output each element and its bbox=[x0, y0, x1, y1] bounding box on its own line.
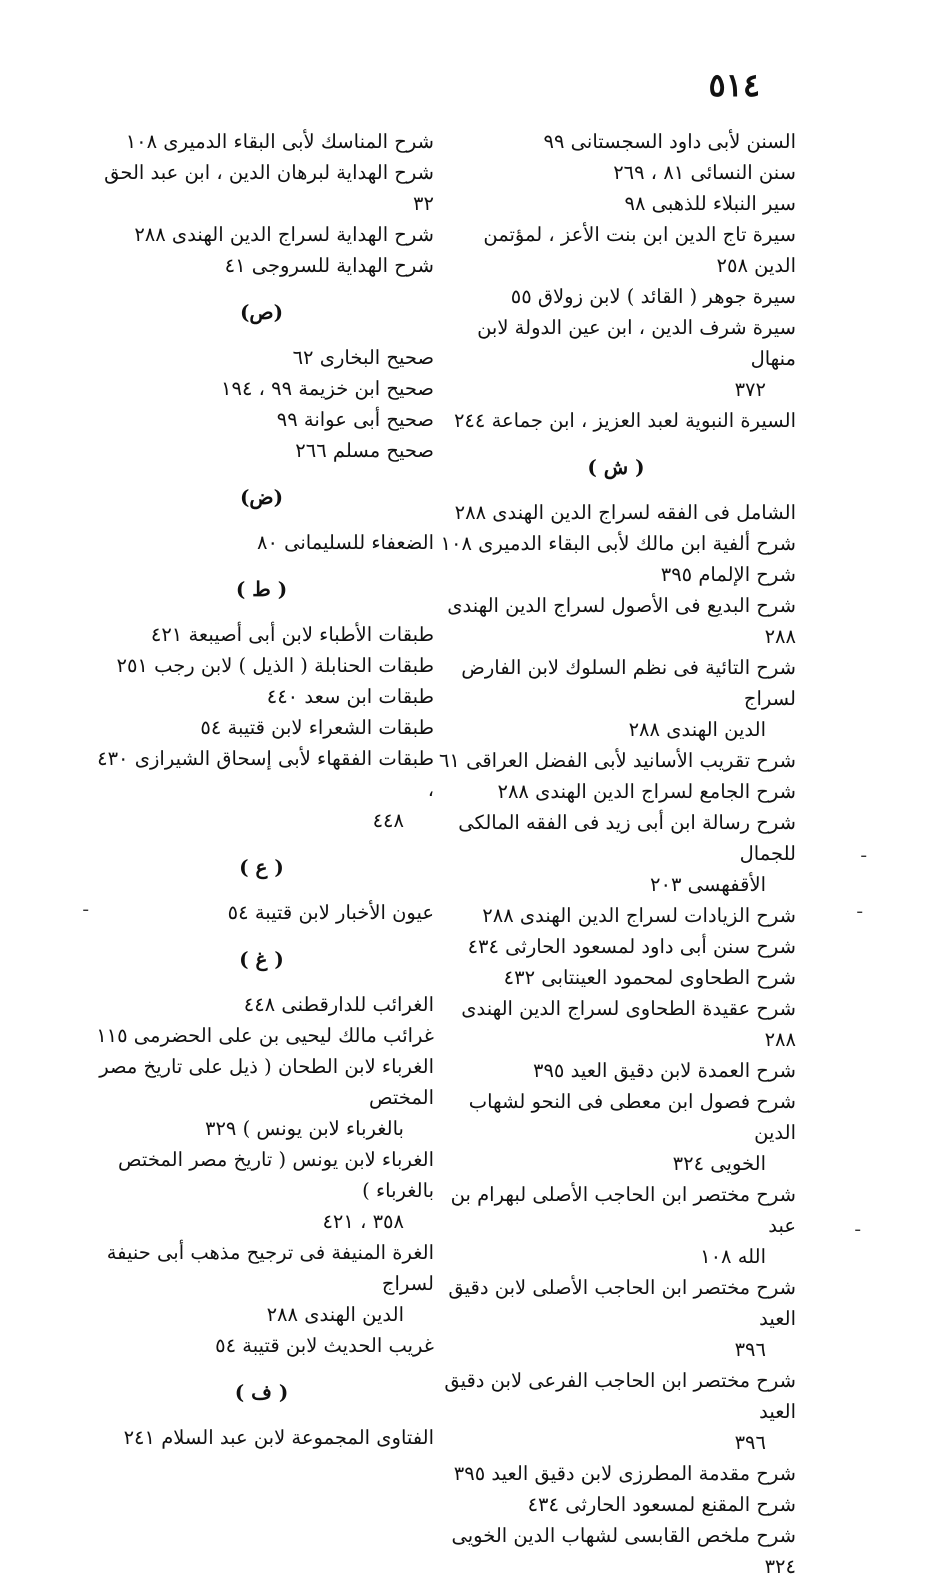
index-entry bbox=[436, 1489, 796, 1520]
index-entry bbox=[436, 405, 796, 436]
index-entry-line: طبقات الفقهاء لأبى إسحاق الشيرازى ٤٣٠ ، bbox=[97, 747, 434, 801]
index-entry bbox=[436, 993, 796, 1055]
index-entry bbox=[89, 527, 434, 558]
section-letter-heading: ( غ ) bbox=[239, 947, 284, 971]
margin-tick: ـ bbox=[83, 896, 88, 915]
index-entry-line: شرح الجامع لسراج الدين الهندى ٢٨٨ bbox=[497, 780, 796, 803]
index-entry-line: شرح عقيدة الطحاوى لسراج الدين الهندى ٢٨٨ bbox=[461, 997, 796, 1051]
index-entry-line: السنن لأبى داود السجستانى ٩٩ bbox=[543, 130, 796, 153]
section-letter-heading: ( ش ) bbox=[587, 455, 645, 479]
index-entry bbox=[89, 897, 434, 928]
index-entry-line: الفتاوى المجموعة لابن عبد السلام ٢٤١ bbox=[123, 1426, 434, 1449]
index-entry-continuation: بالغرباء لابن يونس ) ٣٢٩ bbox=[204, 1117, 404, 1140]
index-entry bbox=[436, 157, 796, 188]
index-entry bbox=[436, 1055, 796, 1086]
index-entry bbox=[436, 900, 796, 931]
index-entry-line: عيون الأخبار لابن قتيبة ٥٤ bbox=[227, 901, 434, 924]
index-entry bbox=[89, 250, 434, 281]
margin-tick: ـ bbox=[855, 1216, 860, 1235]
index-entry-line: شرح المناسك لأبى البقاء الدميرى ١٠٨ bbox=[125, 130, 434, 153]
index-entry-line: شرح ألفية ابن مالك لأبى البقاء الدميرى ١٠٨ bbox=[440, 532, 796, 555]
index-entry-line: سيرة شرف الدين ، ابن عين الدولة لابن منهال bbox=[477, 316, 796, 370]
section-letter-heading: ( ط ) bbox=[235, 577, 288, 601]
index-entry bbox=[89, 157, 434, 219]
index-entry-line: غريب الحديث لابن قتيبة ٥٤ bbox=[215, 1334, 434, 1357]
index-entry-line: شرح تقريب الأسانيد لأبى الفضل العراقى ٦١ bbox=[438, 749, 796, 772]
index-entry bbox=[436, 1365, 796, 1458]
index-entry bbox=[89, 1020, 434, 1051]
index-entry-line: شرح العمدة لابن دقيق العيد ٣٩٥ bbox=[532, 1059, 796, 1082]
index-entry-line: شرح الطحاوى لمحمود العينتابى ٤٣٢ bbox=[503, 966, 796, 989]
index-entry-line: صحيح البخارى ٦٢ bbox=[292, 346, 434, 369]
index-entry-line: صحيح ابن خزيمة ٩٩ ، ١٩٤ bbox=[221, 377, 434, 400]
index-entry-line: الشامل فى الفقه لسراج الدين الهندى ٢٨٨ bbox=[454, 501, 796, 524]
index-entry bbox=[436, 281, 796, 312]
index-entry-line: شرح مختصر ابن الحاجب الأصلى لابن دقيق العيد bbox=[448, 1276, 796, 1330]
index-entry bbox=[89, 435, 434, 466]
index-entry-line: صحيح أبى عوانة ٩٩ bbox=[276, 408, 434, 431]
index-entry-line: شرح التائية فى نظم السلوك لابن الفارض لسراج bbox=[461, 656, 796, 710]
index-entry bbox=[436, 1272, 796, 1365]
index-entry bbox=[436, 219, 796, 281]
index-entry-line: شرح مختصر ابن الحاجب الأصلى لبهرام بن عبد bbox=[450, 1183, 796, 1237]
index-entry bbox=[436, 931, 796, 962]
index-entry-line: شرح الزيادات لسراج الدين الهندى ٢٨٨ bbox=[482, 904, 796, 927]
index-entry-line: سير النبلاء للذهبى ٩٨ bbox=[624, 192, 796, 215]
index-entry-line: الغرباء لابن يونس ( تاريخ مصر المختص بالغرباء ) bbox=[118, 1148, 434, 1202]
index-entry-line: طبقات الأطباء لابن أبى أصيبعة ٤٢١ bbox=[150, 623, 434, 646]
index-entry-line: شرح مقدمة المطرزى لابن دقيق العيد ٣٩٥ bbox=[453, 1462, 796, 1485]
index-entry bbox=[436, 807, 796, 900]
index-entry bbox=[89, 989, 434, 1020]
section-letter-heading: (ض) bbox=[239, 485, 284, 509]
index-column-right bbox=[436, 126, 796, 1582]
index-entry-continuation: ٤٤٨ bbox=[372, 809, 404, 832]
index-entry-continuation: الدين الهندى ٢٨٨ bbox=[266, 1303, 404, 1326]
index-entry-line: سيرة جوهر ( القائد ) لابن زولاق ٥٥ bbox=[510, 285, 796, 308]
index-entry-continuation: الدين الهندى ٢٨٨ bbox=[628, 718, 766, 741]
index-entry-line: الضعفاء للسليمانى ٨٠ bbox=[256, 531, 434, 554]
index-entry-line: طبقات الشعراء لابن قتيبة ٥٤ bbox=[200, 716, 434, 739]
index-entry-line: شرح الهداية لسراج الدين الهندى ٢٨٨ bbox=[134, 223, 434, 246]
index-entry bbox=[89, 743, 434, 836]
index-entry bbox=[89, 712, 434, 743]
index-entry-line: صحيح مسلم ٢٦٦ bbox=[295, 439, 434, 462]
index-entry-line: السيرة النبوية لعبد العزيز ، ابن جماعة ٢٤٤ bbox=[453, 409, 796, 432]
margin-tick: ـ bbox=[857, 898, 862, 917]
index-entry bbox=[89, 1330, 434, 1361]
index-entry bbox=[89, 126, 434, 157]
index-entry bbox=[89, 1237, 434, 1330]
index-entry-line: الغرباء لابن الطحان ( ذيل على تاريخ مصر المختص bbox=[99, 1055, 434, 1109]
index-entry bbox=[89, 619, 434, 650]
index-entry bbox=[436, 312, 796, 405]
index-entry-line: شرح سنن أبى داود لمسعود الحارثى ٤٣٤ bbox=[467, 935, 796, 958]
index-entry bbox=[89, 342, 434, 373]
index-entry-line: طبقات ابن سعد ٤٤٠ bbox=[266, 685, 434, 708]
index-entry bbox=[436, 776, 796, 807]
index-entry-line: شرح الهداية للسروجى ٤١ bbox=[224, 254, 434, 277]
index-entry bbox=[436, 1458, 796, 1489]
index-entry-line: سنن النسائى ٨١ ، ٢٦٩ bbox=[613, 161, 796, 184]
index-entry-line: غرائب مالك ليحيى بن على الحضرمى ١١٥ bbox=[96, 1024, 434, 1047]
index-entry bbox=[436, 962, 796, 993]
index-entry-line: الغرة المنيفة فى ترجيح مذهب أبى حنيفة لسراج bbox=[106, 1241, 434, 1295]
index-entry-line: شرح رسالة ابن أبى زيد فى الفقه المالكى للجمال bbox=[458, 811, 796, 865]
index-entry-line: شرح المقنع لمسعود الحارثى ٤٣٤ bbox=[527, 1493, 796, 1516]
index-entry bbox=[436, 590, 796, 652]
index-entry-continuation: ٣٩٦ bbox=[734, 1431, 766, 1454]
index-entry-line: شرح مختصر ابن الحاجب الفرعى لابن دقيق العيد bbox=[444, 1369, 796, 1423]
index-entry bbox=[89, 219, 434, 250]
index-entry-line: شرح الإلمام ٣٩٥ bbox=[660, 563, 796, 586]
index-entry-line: الغرائب للدارقطنى ٤٤٨ bbox=[243, 993, 434, 1016]
index-entry bbox=[436, 745, 796, 776]
index-entry bbox=[89, 404, 434, 435]
index-entry bbox=[436, 497, 796, 528]
index-entry-continuation: ٣٥٨ ، ٤٢١ bbox=[322, 1210, 404, 1233]
index-entry-line: سيرة تاج الدين ابن بنت الأعز ، لمؤتمن الدين ٢٥٨ bbox=[483, 223, 796, 277]
index-column-left bbox=[89, 126, 434, 1453]
margin-tick: ـ bbox=[861, 842, 866, 861]
index-entry-continuation: ٣٩٦ bbox=[734, 1338, 766, 1361]
index-entry-line: شرح ملخص القابسى لشهاب الدين الخويى ٣٢٤ bbox=[451, 1524, 796, 1578]
index-entry-continuation: الخويى ٣٢٤ bbox=[672, 1152, 766, 1175]
index-entry bbox=[89, 1422, 434, 1453]
section-letter-heading: ( ف ) bbox=[234, 1380, 289, 1404]
index-entry bbox=[436, 126, 796, 157]
index-entry bbox=[436, 652, 796, 745]
index-entry bbox=[436, 1179, 796, 1272]
index-entry-line: شرح فصول ابن معطى فى النحو لشهاب الدين bbox=[468, 1090, 796, 1144]
index-entry bbox=[89, 1144, 434, 1237]
page-number: ٥١٤ bbox=[708, 66, 760, 104]
section-letter-heading: ( ع ) bbox=[239, 855, 284, 879]
index-entry-continuation: ٣٧٢ bbox=[734, 378, 766, 401]
index-entry-continuation: الله ١٠٨ bbox=[700, 1245, 766, 1268]
index-entry bbox=[89, 681, 434, 712]
index-entry bbox=[89, 1051, 434, 1144]
index-entry bbox=[436, 559, 796, 590]
index-entry-continuation: الأقفهسى ٢٠٣ bbox=[650, 873, 766, 896]
index-entry bbox=[89, 650, 434, 681]
index-entry bbox=[89, 373, 434, 404]
index-entry-line: شرح الهداية لبرهان الدين ، ابن عبد الحق ٣٢ bbox=[104, 161, 434, 215]
section-letter-heading: (ص) bbox=[239, 300, 284, 324]
index-entry bbox=[436, 188, 796, 219]
index-entry bbox=[436, 528, 796, 559]
index-entry bbox=[436, 1086, 796, 1179]
index-entry-line: شرح البديع فى الأصول لسراج الدين الهندى ٢٨٨ bbox=[447, 594, 796, 648]
index-entry bbox=[436, 1520, 796, 1582]
index-entry-line: طبقات الحنابلة ( الذيل ) لابن رجب ٢٥١ bbox=[116, 654, 434, 677]
